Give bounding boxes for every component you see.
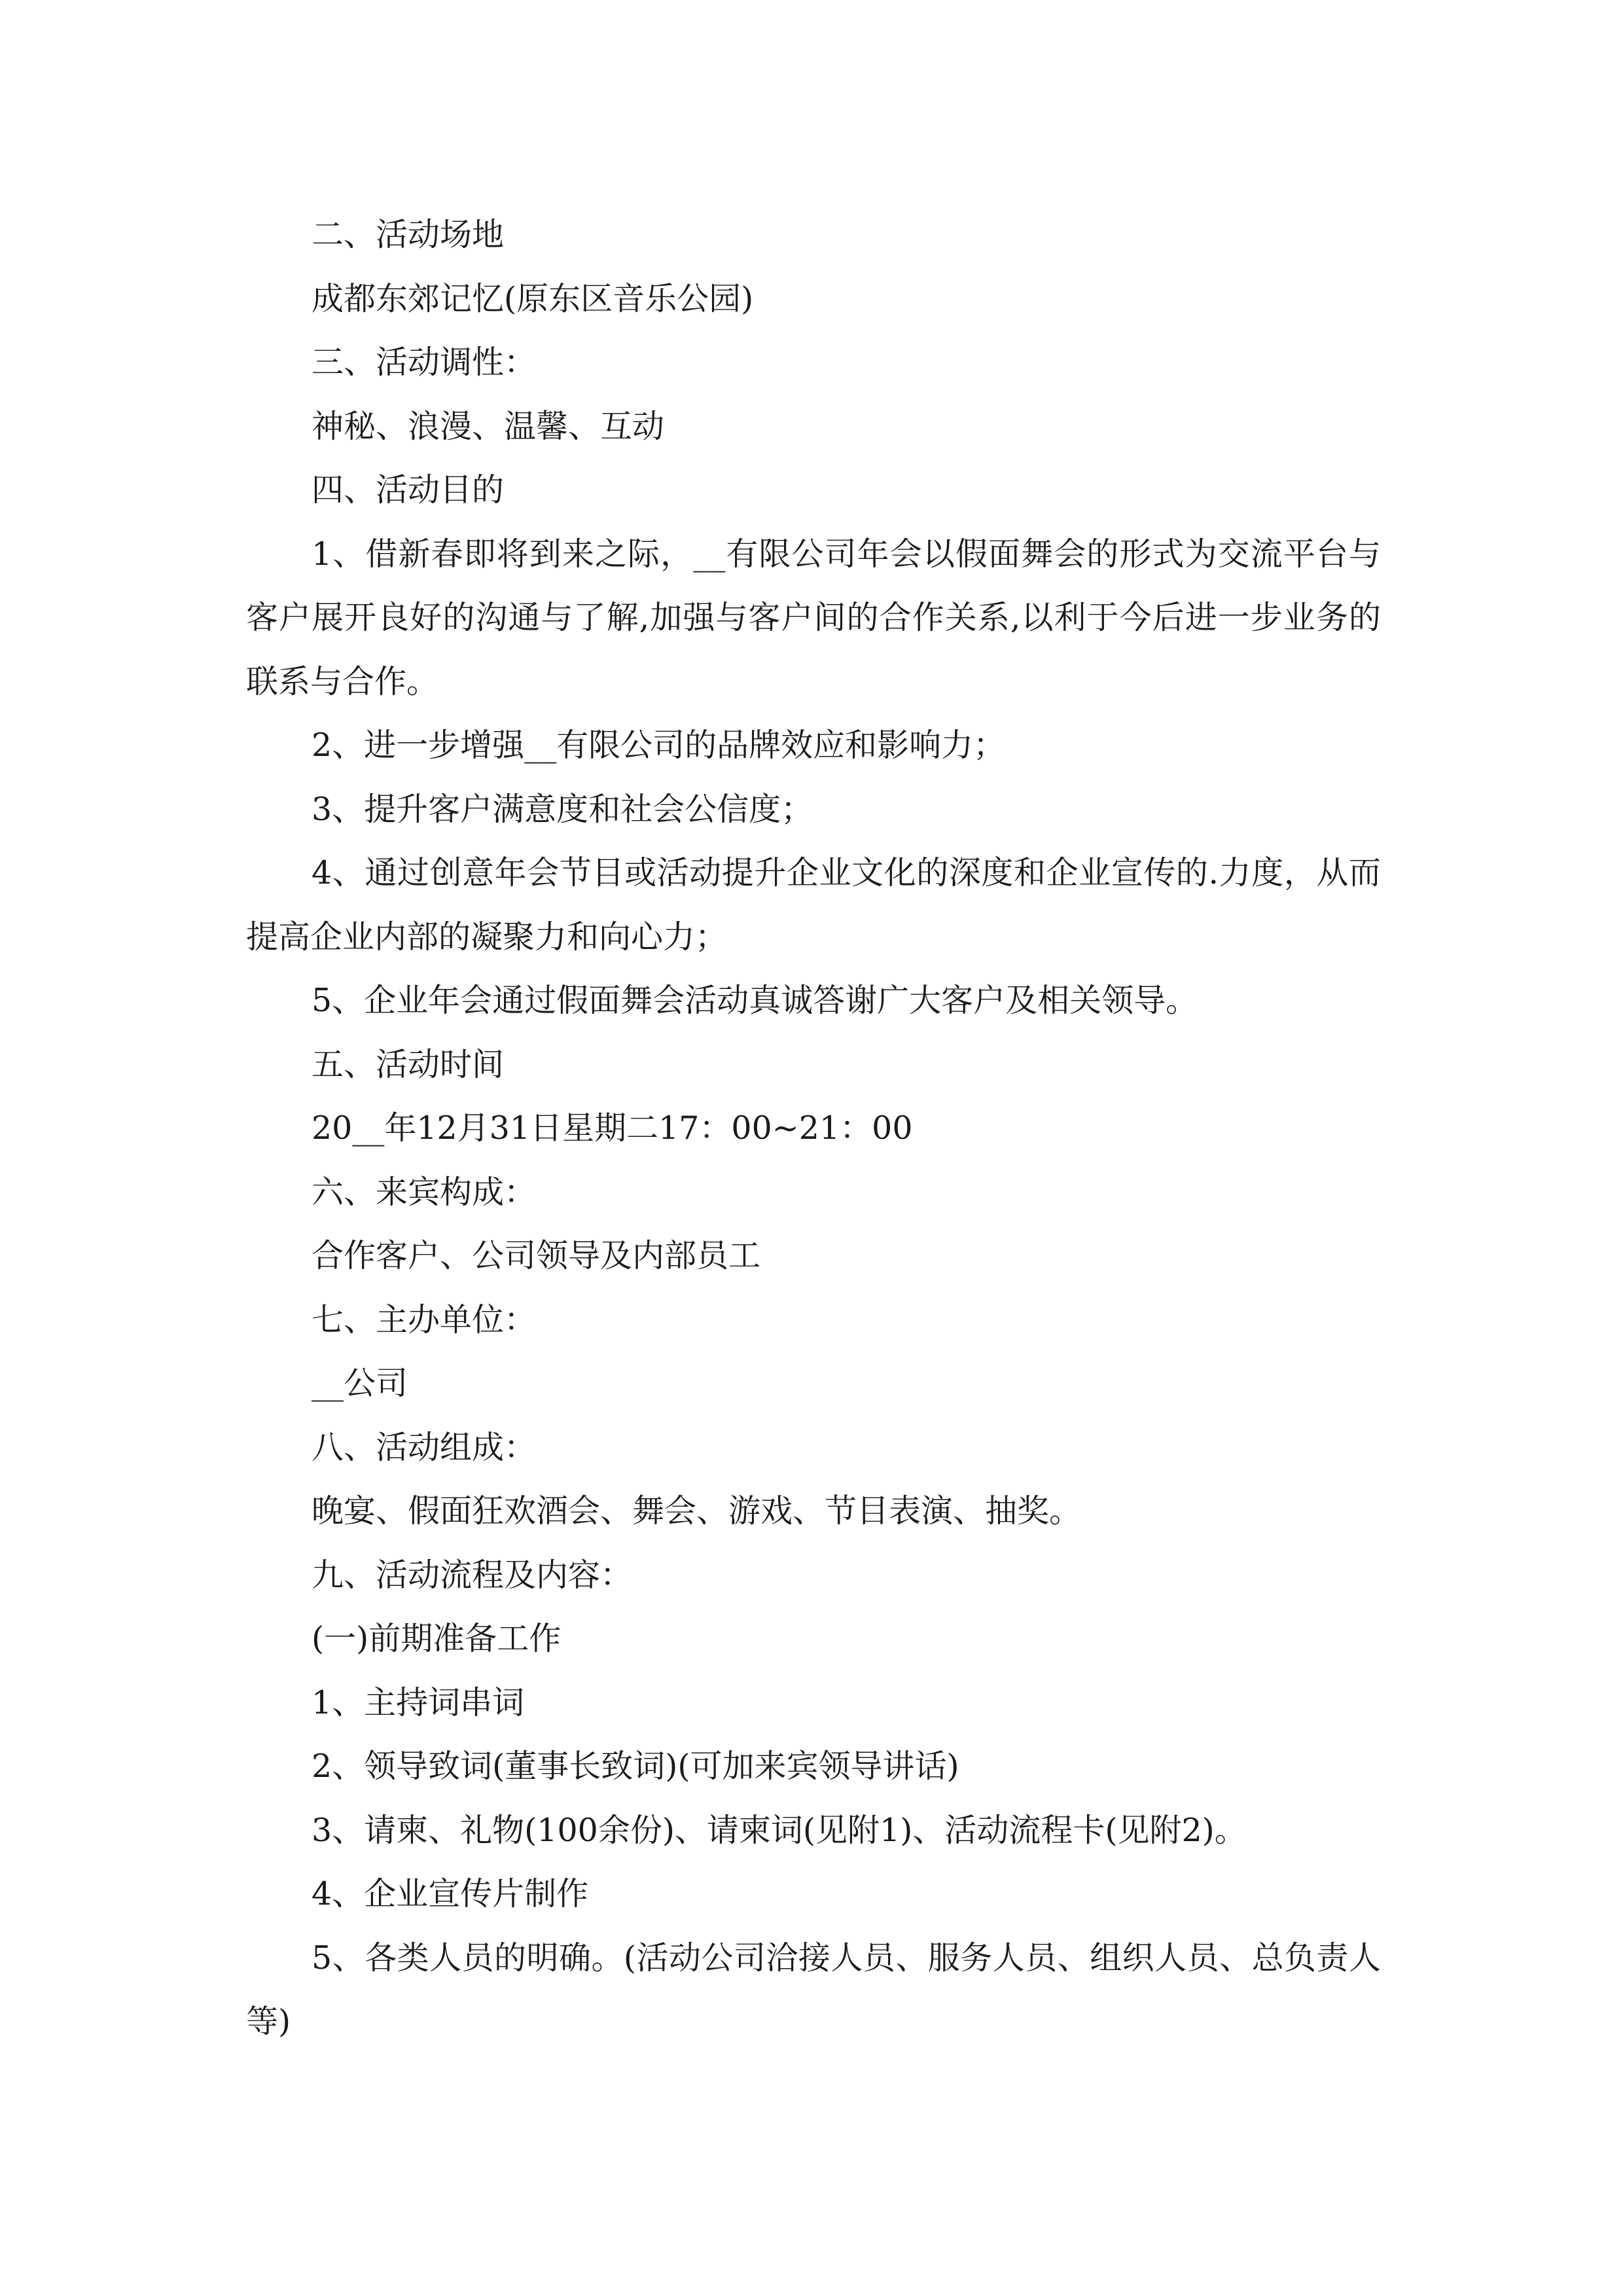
section-heading-time: 五、活动时间 — [312, 1045, 505, 1083]
subsection-heading-preparation: (一)前期准备工作 — [312, 1620, 562, 1657]
venue-text: 成都东郊记忆(原东区音乐公园) — [312, 279, 754, 317]
section-heading-components: 八、活动组成： — [312, 1428, 537, 1466]
purpose-item-2: 2、进一步增强__有限公司的品牌效应和影响力； — [312, 726, 1006, 764]
preparation-item-4: 4、企业宣传片制作 — [312, 1875, 589, 1912]
section-heading-tone: 三、活动调性： — [312, 344, 537, 381]
document-body — [246, 203, 1381, 2054]
preparation-item-1: 1、主持词串词 — [312, 1683, 525, 1721]
purpose-item-3: 3、提升客户满意度和社会公信度； — [312, 790, 813, 828]
purpose-item-1: 1、借新春即将到来之际，__有限公司年会以假面舞会的形式为交流平台与客户展开良好的沟通与了解,加强与客户间的合作关系,以利于今后进一步业务的联系与合作。 — [246, 535, 1381, 700]
guests-text: 合作客户、公司领导及内部员工 — [312, 1237, 761, 1274]
section-heading-purpose: 四、活动目的 — [312, 471, 505, 509]
organizer-text: __公司 — [312, 1365, 408, 1402]
section-heading-guests: 六、来宾构成： — [312, 1173, 537, 1211]
section-heading-venue: 二、活动场地 — [312, 216, 505, 253]
purpose-item-4: 4、通过创意年会节目或活动提升企业文化的深度和企业宣传的.力度，从而提高企业内部的凝聚力和向心力； — [246, 854, 1381, 956]
components-text: 晚宴、假面狂欢酒会、舞会、游戏、节目表演、抽奖。 — [312, 1492, 1082, 1530]
time-text: 20__年12月31日星期二17：00~21：00 — [312, 1109, 913, 1147]
preparation-item-5: 5、各类人员的明确。(活动公司洽接人员、服务人员、组织人员、总负责人等) — [246, 1939, 1381, 2040]
tone-text: 神秘、浪漫、温馨、互动 — [312, 407, 665, 445]
section-heading-process: 九、活动流程及内容： — [312, 1556, 633, 1594]
purpose-item-5: 5、企业年会通过假面舞会活动真诚答谢广大客户及相关领导。 — [312, 982, 1198, 1019]
preparation-item-2: 2、领导致词(董事长致词)(可加来宾领导讲话) — [312, 1748, 959, 1785]
section-heading-organizer: 七、主办单位： — [312, 1300, 537, 1338]
preparation-item-3: 3、请柬、礼物(100余份)、请柬词(见附1)、活动流程卡(见附2)。 — [312, 1811, 1247, 1849]
